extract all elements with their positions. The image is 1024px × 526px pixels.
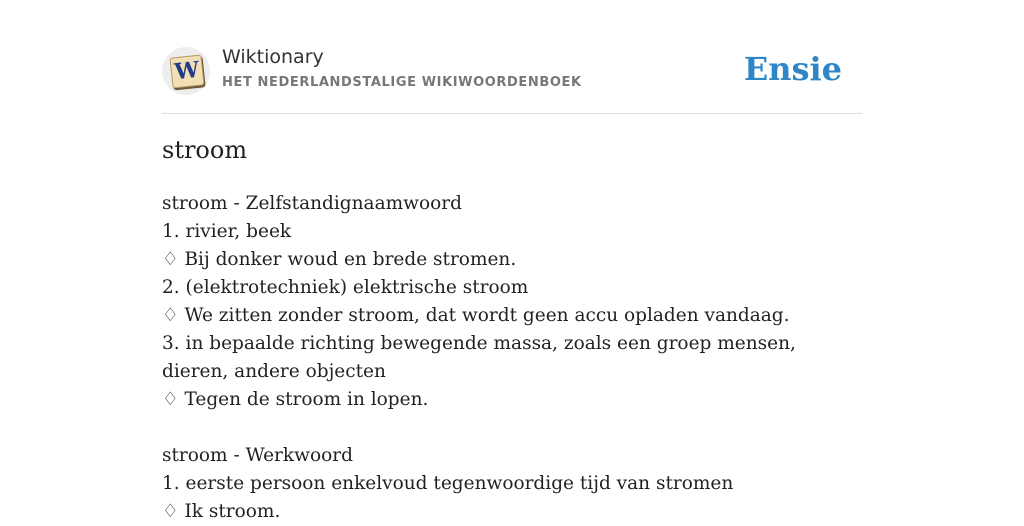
entry-noun: [162, 190, 862, 414]
ensie-brand-link[interactable]: Ensie: [743, 50, 842, 88]
example-line: ♢ Ik stroom.: [162, 501, 281, 522]
definition-line: 1. eerste persoon enkelvoud tegenwoordige tijd van stromen: [162, 473, 734, 494]
page: [162, 0, 862, 522]
definition-line: 2. (elektrotechniek) elektrische stroom: [162, 277, 529, 298]
entry-verb: [162, 442, 862, 526]
example-line: ♢ Bij donker woud en brede stromen.: [162, 249, 517, 270]
page-title: stroom: [162, 136, 248, 164]
logo-letter: W: [173, 56, 201, 86]
definition-line: 1. rivier, beek: [162, 221, 292, 242]
site-tagline: HET NEDERLANDSTALIGE WIKIWOORDENBOEK: [222, 75, 582, 90]
entry-spacer: [162, 414, 862, 442]
definition-line: 3. in bepaalde richting bewegende massa, zoals een groep mensen, dieren, andere objecten: [162, 333, 796, 382]
definition-list: [162, 190, 862, 526]
entry-heading: stroom - Werkwoord: [162, 445, 353, 466]
site-name[interactable]: Wiktionary: [222, 46, 324, 68]
site-header: [162, 0, 862, 114]
entry-heading: stroom - Zelfstandignaamwoord: [162, 193, 462, 214]
example-line: ♢ We zitten zonder stroom, dat wordt geen accu opladen vandaag.: [162, 305, 790, 326]
wiktionary-logo[interactable]: [162, 47, 210, 95]
letter-tile-icon: [169, 54, 204, 88]
example-line: ♢ Tegen de stroom in lopen.: [162, 389, 429, 410]
